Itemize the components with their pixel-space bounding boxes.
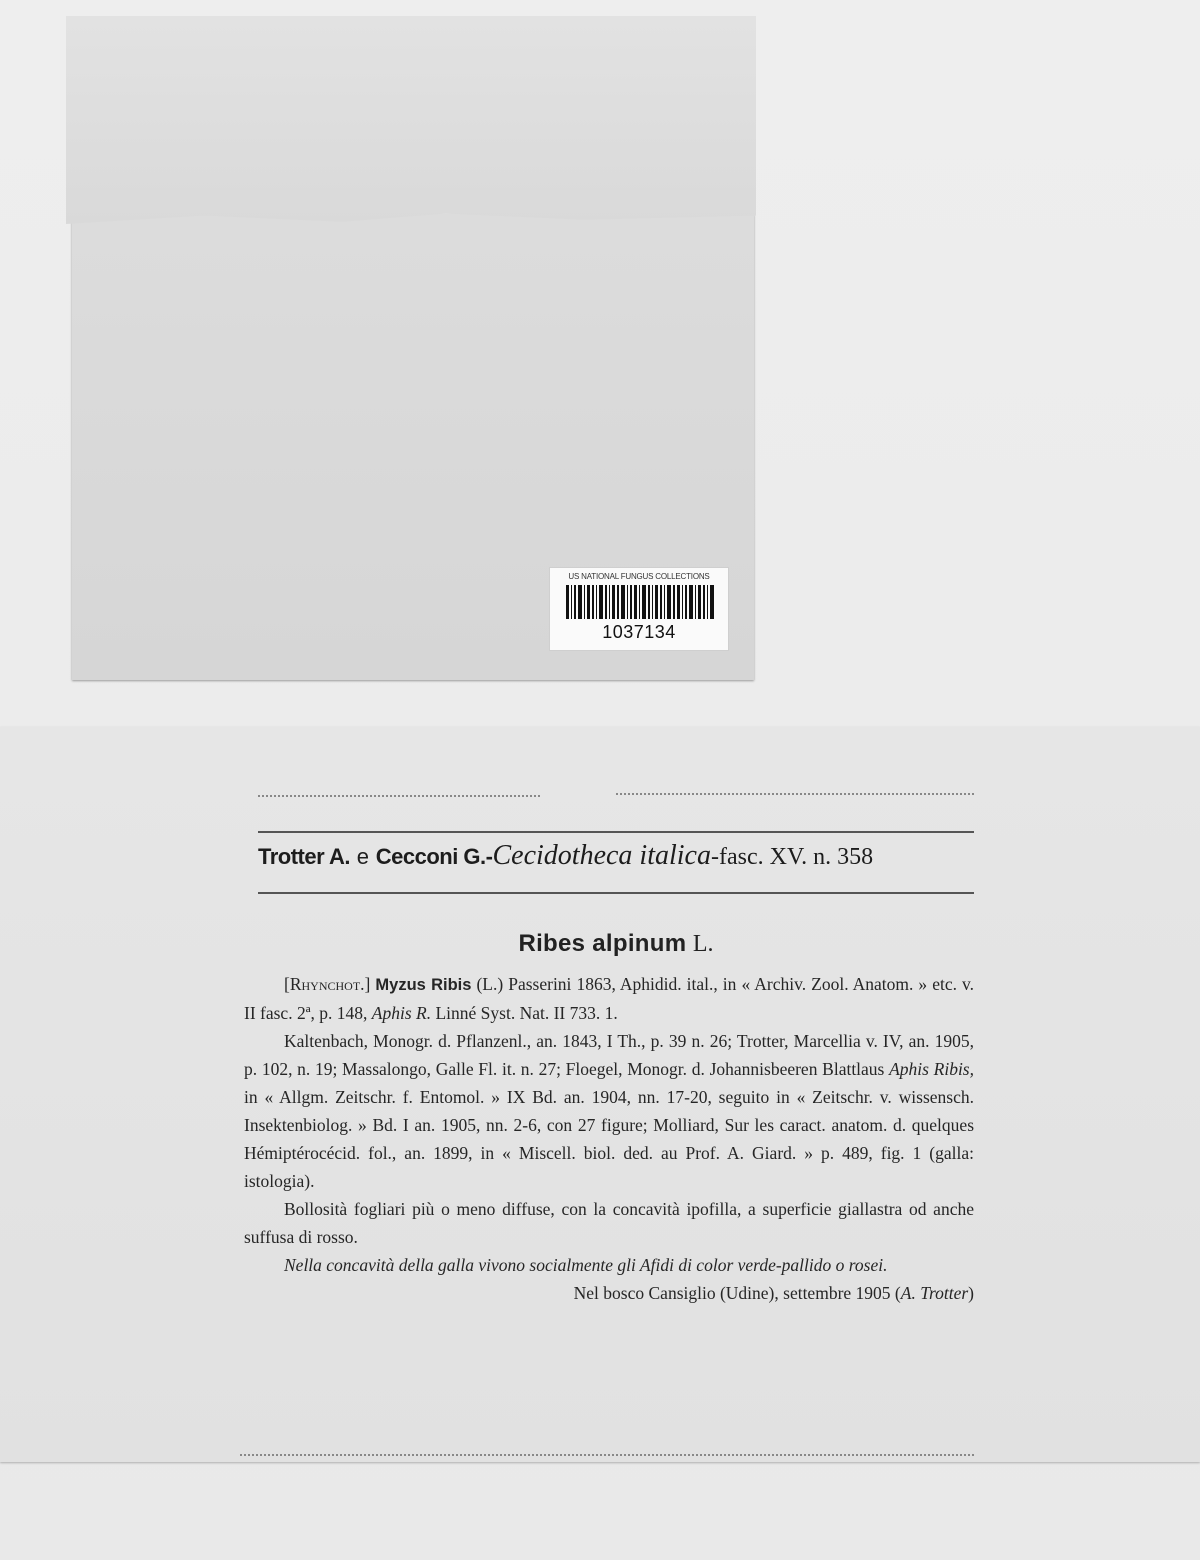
- barcode-icon: [566, 585, 714, 619]
- locality-text: Nel bosco Cansiglio (Udine), settembre 1905 (: [573, 1283, 901, 1303]
- series-authors: Trotter A.: [258, 844, 350, 869]
- paragraph-description: Bollosità fogliari più o meno diffuse, con la concavità ipofilla, a superficie giallastra od anche suffusa di rosso.: [244, 1199, 974, 1247]
- references-synonym: Aphis Ribis,: [889, 1059, 974, 1079]
- series-authors-2: Cecconi G.-: [375, 844, 493, 869]
- taxon-citation: (L.) Passerini 1863, Aphidid. ital., in « Archiv. Zool. Anatom. » etc. v. II fasc. 2ª, p. 148,: [244, 974, 974, 1023]
- paragraph-references: [244, 1027, 974, 1195]
- series-fascicle: -fasc. XV. n. 358: [710, 844, 874, 870]
- dotted-divider: [616, 793, 974, 795]
- taxon-citation-end: Linné Syst. Nat. II 733. 1.: [431, 1003, 618, 1023]
- taxon-group: [Rhynchot.]: [284, 974, 371, 994]
- series-conjunction: e: [356, 844, 369, 869]
- paragraph-biology: Nella concavità della galla vivono socialmente gli Afidi di color verde-pallido o rosei.: [284, 1255, 888, 1275]
- locality-close: ): [968, 1283, 974, 1303]
- host-author: L.: [692, 931, 714, 957]
- barcode-number: 1037134: [602, 622, 676, 642]
- dotted-divider: [258, 795, 540, 797]
- collection-name: US NATIONAL FUNGUS COLLECTIONS: [568, 572, 710, 581]
- taxon-name: Myzus Ribis: [375, 976, 472, 994]
- paragraph-taxon: [244, 970, 974, 1027]
- series-work: Cecidotheca italica: [492, 840, 711, 871]
- series-title: [258, 840, 978, 886]
- references-text-end: in « Allgm. Zeitschr. f. Entomol. » IX Bd. an. 1904, nn. 17-20, seguito in « Zeitschr. v. wissensch. Insektenbiolog. » Bd. I an. 1905, nn. 2-6, con 27 figure; Molliard, Sur les caract. anatom. d. quelques Hémiptérocécid. fol., an. 1899, in « Miscell. biol. ded. au Prof. A. Giard. » p. 489, fig. 1 (galla: istologia).: [244, 1087, 974, 1191]
- top-rule: [258, 831, 974, 833]
- barcode-label: [549, 567, 729, 651]
- taxon-synonym: Aphis R.: [371, 1003, 432, 1023]
- references-text: Kaltenbach, Monogr. d. Pflanzenl., an. 1843, I Th., p. 39 n. 26; Trotter, Marcellia v. IV, an. 1905, p. 102, n. 19; Massalongo, Galle Fl. it. n. 27; Floegel, Monogr. d. Johannisbeeren Blattlaus: [244, 1031, 974, 1079]
- host-species: Ribes alpinum: [518, 930, 687, 957]
- envelope-flap: [66, 16, 756, 224]
- bottom-rule: [258, 892, 974, 894]
- host-plant: [258, 928, 974, 958]
- collector: A. Trotter: [900, 1283, 969, 1303]
- dotted-divider: [240, 1454, 974, 1456]
- label-body: [244, 970, 974, 1307]
- paragraph-locality: [244, 1279, 974, 1307]
- specimen-envelope: [66, 16, 756, 682]
